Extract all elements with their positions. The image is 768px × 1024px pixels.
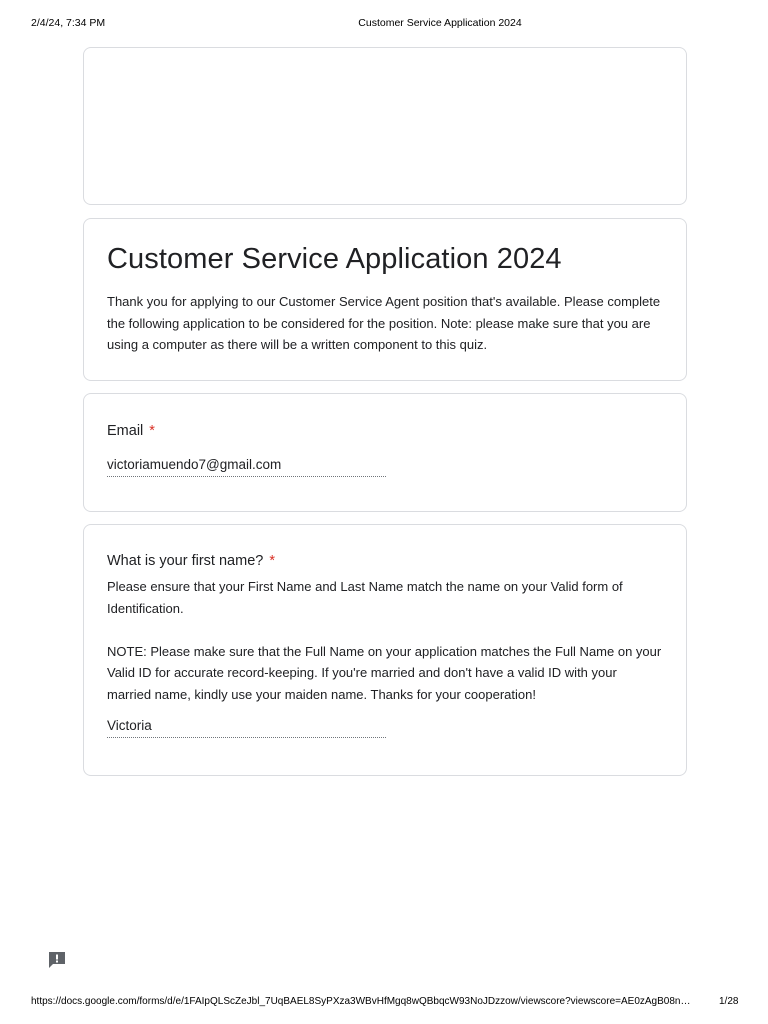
required-asterisk: * [269,553,276,569]
email-answer[interactable]: victoriamuendo7@gmail.com [107,456,386,477]
question-label: Email [107,423,144,439]
question-title [107,421,663,441]
question-label: What is your first name? [107,553,264,569]
feedback-icon-glyph [47,950,67,970]
help-paragraph: NOTE: Please make sure that the Full Name on your application matches the Full Name on your Valid ID for accurate record-keeping. If you're married and don't have a valid ID with your married name, kindly use your maiden name. Thanks for your cooperation! [107,643,662,702]
feedback-icon[interactable] [47,950,67,970]
question-email [83,393,687,512]
help-paragraph: Please ensure that your First Name and Last Name match the name on your Valid form of Identification. [107,579,623,616]
print-title: Customer Service Application 2024 [358,17,522,29]
print-url: https://docs.google.com/forms/d/e/1FAIpQLScZeJbl_7UqBAEL8SyPXza3WBvHfMgq8wQBbqcW93NoJDzzow/viewscore?viewscore=AE0zAgB08n… [31,996,691,1007]
question-help-text [107,576,663,705]
question-title [107,551,663,571]
print-header [0,17,768,33]
question-first-name [83,524,687,776]
form-title: Customer Service Application 2024 [107,243,562,275]
header-banner [83,47,687,205]
required-asterisk: * [149,423,155,439]
first-name-answer[interactable]: Victoria [107,717,386,738]
form-title-card [83,218,687,381]
print-page-number: 1/28 [719,996,739,1007]
form-description: Thank you for applying to our Customer Service Agent position that's available. Please complete the following application to be considered for the position. Note: please make sure that you are using a computer as there will be a written component to this quiz. [107,294,661,352]
print-date: 2/4/24, 7:34 PM [31,17,106,29]
